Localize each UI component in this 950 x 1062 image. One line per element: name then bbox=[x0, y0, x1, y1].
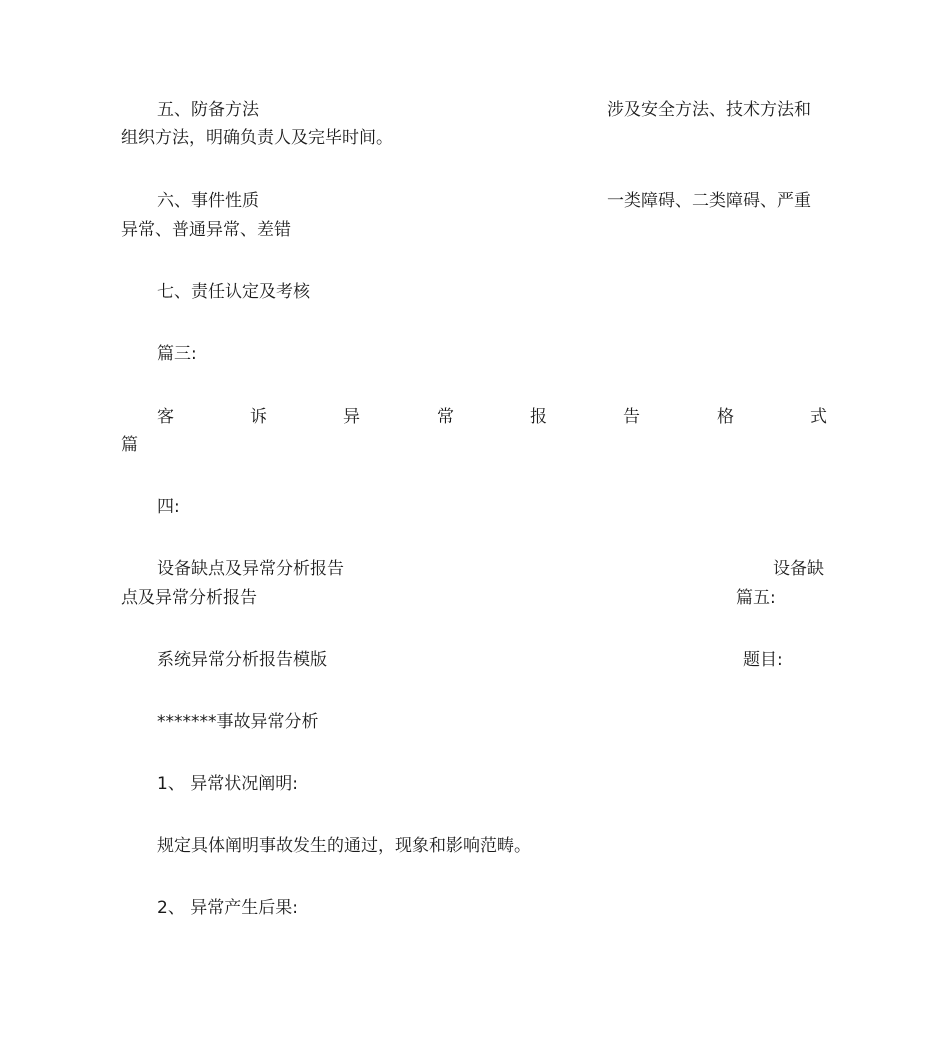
title-char: 告 bbox=[623, 407, 640, 427]
section-6-description: 一类障碍、二类障碍、严重 bbox=[607, 191, 811, 211]
section-5-description: 涉及安全方法、技术方法和 bbox=[607, 100, 811, 120]
system-report-template: 系统异常分析报告模版 bbox=[157, 650, 327, 670]
part-5-label: 篇五: bbox=[736, 588, 776, 608]
title-char: 常 bbox=[437, 407, 454, 427]
section-6-heading: 六、事件性质 bbox=[157, 191, 259, 211]
title-field-label: 题目: bbox=[743, 650, 783, 670]
section-6-description-cont: 异常、普通异常、差错 bbox=[121, 220, 291, 240]
title-char: 格 bbox=[717, 407, 734, 427]
item-2-heading: 2、 异常产生后果: bbox=[157, 898, 298, 918]
section-5-heading: 五、防备方法 bbox=[157, 100, 259, 120]
accident-analysis-heading: *******事故异常分析 bbox=[157, 712, 319, 732]
title-char: 异 bbox=[343, 407, 360, 427]
title-char: 客 bbox=[157, 407, 174, 427]
item-1-heading: 1、 异常状况阐明: bbox=[157, 774, 298, 794]
title-char-wrap: 篇 bbox=[121, 435, 138, 455]
title-char: 诉 bbox=[250, 407, 267, 427]
section-5-description-cont: 组织方法，明确负责人及完毕时间。 bbox=[121, 128, 393, 148]
device-report-title-right: 设备缺 bbox=[773, 559, 824, 579]
device-report-title-cont: 点及异常分析报告 bbox=[121, 588, 257, 608]
section-7-heading: 七、责任认定及考核 bbox=[157, 282, 310, 302]
title-char: 式 bbox=[810, 407, 827, 427]
part-4-label: 四: bbox=[157, 497, 180, 517]
part-3-label: 篇三: bbox=[157, 344, 197, 364]
title-char: 报 bbox=[530, 407, 547, 427]
item-1-description: 规定具体阐明事故发生的通过，现象和影响范畴。 bbox=[157, 836, 531, 856]
device-report-title: 设备缺点及异常分析报告 bbox=[157, 559, 344, 579]
